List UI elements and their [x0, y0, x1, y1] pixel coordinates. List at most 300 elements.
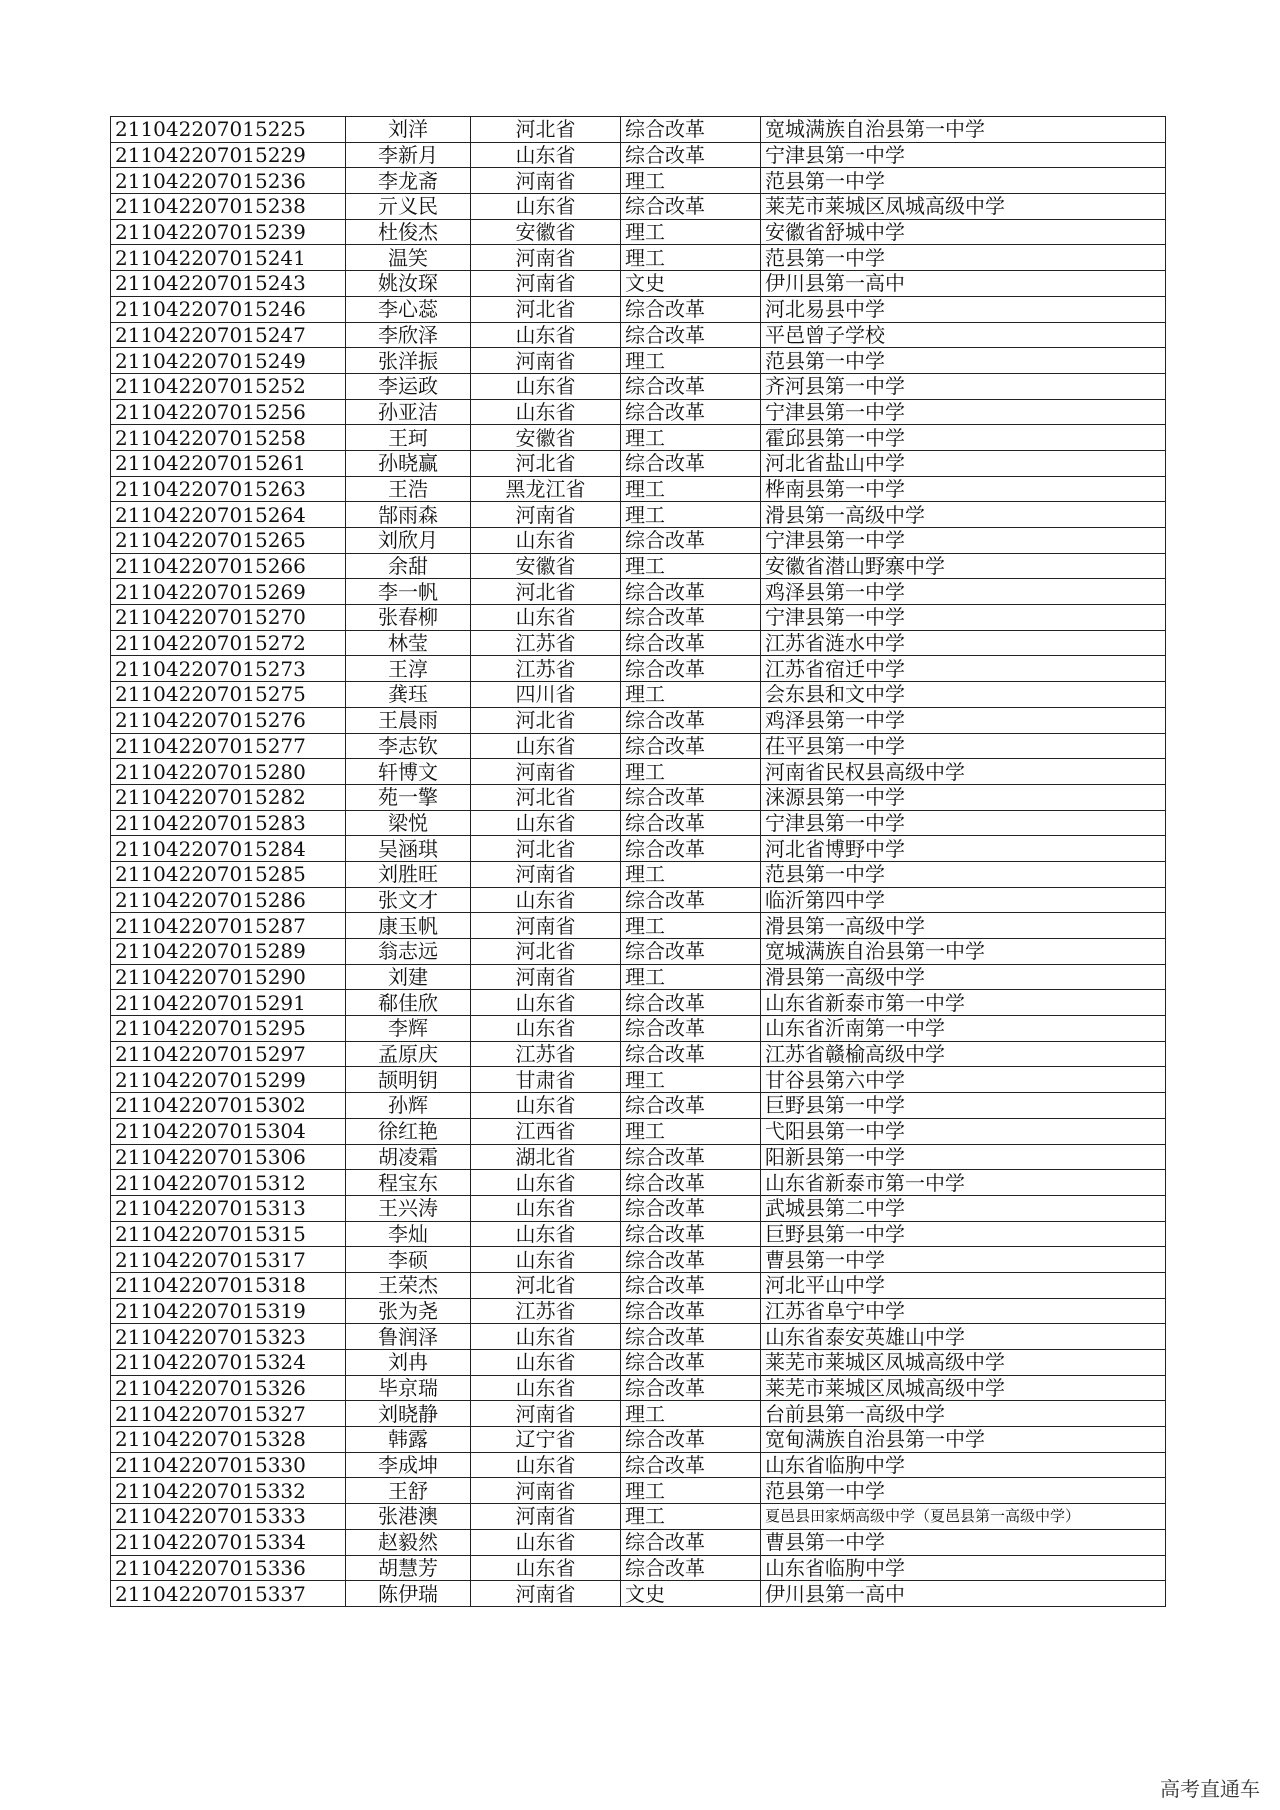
- province-cell: 安徽省: [471, 425, 621, 451]
- subject-category-cell: 理工: [621, 476, 761, 502]
- subject-category-cell: 理工: [621, 425, 761, 451]
- subject-category-cell: 理工: [621, 682, 761, 708]
- subject-category-cell: 综合改革: [621, 1324, 761, 1350]
- subject-category-cell: 综合改革: [621, 1555, 761, 1581]
- table-row: [111, 990, 1166, 1016]
- exam-number-cell: 211042207015323: [111, 1324, 346, 1350]
- subject-category-cell: 综合改革: [621, 605, 761, 631]
- subject-category-cell: 综合改革: [621, 1144, 761, 1170]
- exam-number-cell: 211042207015236: [111, 168, 346, 194]
- school-cell: 莱芜市莱城区凤城高级中学: [761, 1350, 1166, 1376]
- province-cell: 山东省: [471, 1529, 621, 1555]
- subject-category-cell: 综合改革: [621, 194, 761, 220]
- student-name-cell: 颉明钥: [346, 1067, 471, 1093]
- exam-number-cell: 211042207015270: [111, 605, 346, 631]
- school-cell: 莱芜市莱城区凤城高级中学: [761, 1375, 1166, 1401]
- table-row: [111, 219, 1166, 245]
- exam-number-cell: 211042207015284: [111, 836, 346, 862]
- student-name-cell: 林莹: [346, 630, 471, 656]
- subject-category-cell: 综合改革: [621, 733, 761, 759]
- student-name-cell: 程宝东: [346, 1170, 471, 1196]
- subject-category-cell: 综合改革: [621, 887, 761, 913]
- province-cell: 河北省: [471, 579, 621, 605]
- school-cell: 范县第一中学: [761, 861, 1166, 887]
- exam-number-cell: 211042207015252: [111, 373, 346, 399]
- table-row: [111, 682, 1166, 708]
- school-cell: 范县第一中学: [761, 1478, 1166, 1504]
- table-row: [111, 271, 1166, 297]
- student-name-cell: 张洋振: [346, 348, 471, 374]
- table-row: [111, 605, 1166, 631]
- table-row: [111, 1504, 1166, 1530]
- student-name-cell: 王兴涛: [346, 1195, 471, 1221]
- student-name-cell: 刘建: [346, 964, 471, 990]
- province-cell: 山东省: [471, 1350, 621, 1376]
- subject-category-cell: 理工: [621, 245, 761, 271]
- student-name-cell: 王淳: [346, 656, 471, 682]
- subject-category-cell: 理工: [621, 219, 761, 245]
- table-row: [111, 1144, 1166, 1170]
- table-row: [111, 1221, 1166, 1247]
- exam-number-cell: 211042207015261: [111, 450, 346, 476]
- subject-category-cell: 理工: [621, 553, 761, 579]
- exam-number-cell: 211042207015280: [111, 759, 346, 785]
- province-cell: 河南省: [471, 759, 621, 785]
- student-name-cell: 李龙斋: [346, 168, 471, 194]
- table-row: [111, 1195, 1166, 1221]
- exam-number-cell: 211042207015290: [111, 964, 346, 990]
- exam-number-cell: 211042207015229: [111, 142, 346, 168]
- school-cell: 山东省临朐中学: [761, 1555, 1166, 1581]
- student-name-cell: 孙晓赢: [346, 450, 471, 476]
- subject-category-cell: 理工: [621, 1118, 761, 1144]
- exam-number-cell: 211042207015256: [111, 399, 346, 425]
- exam-number-cell: 211042207015304: [111, 1118, 346, 1144]
- province-cell: 河北省: [471, 939, 621, 965]
- school-cell: 鸡泽县第一中学: [761, 579, 1166, 605]
- student-name-cell: 张港澳: [346, 1504, 471, 1530]
- school-cell: 河北省博野中学: [761, 836, 1166, 862]
- table-row: [111, 1478, 1166, 1504]
- province-cell: 山东省: [471, 810, 621, 836]
- school-cell: 阳新县第一中学: [761, 1144, 1166, 1170]
- subject-category-cell: 综合改革: [621, 630, 761, 656]
- table-row: [111, 1093, 1166, 1119]
- table-row: [111, 861, 1166, 887]
- province-cell: 山东省: [471, 142, 621, 168]
- school-cell: 台前县第一高级中学: [761, 1401, 1166, 1427]
- province-cell: 山东省: [471, 733, 621, 759]
- table-row: [111, 348, 1166, 374]
- province-cell: 安徽省: [471, 219, 621, 245]
- student-name-cell: 郜雨森: [346, 502, 471, 528]
- student-name-cell: 张为尧: [346, 1298, 471, 1324]
- table-row: [111, 399, 1166, 425]
- exam-number-cell: 211042207015241: [111, 245, 346, 271]
- table-row: [111, 296, 1166, 322]
- exam-number-cell: 211042207015283: [111, 810, 346, 836]
- school-cell: 河南省民权县高级中学: [761, 759, 1166, 785]
- student-name-cell: 赵毅然: [346, 1529, 471, 1555]
- student-name-cell: 毕京瑞: [346, 1375, 471, 1401]
- student-name-cell: 王荣杰: [346, 1272, 471, 1298]
- table-row: [111, 1401, 1166, 1427]
- table-row: [111, 502, 1166, 528]
- subject-category-cell: 文史: [621, 1581, 761, 1607]
- exam-number-cell: 211042207015264: [111, 502, 346, 528]
- table-row: [111, 1067, 1166, 1093]
- subject-category-cell: 综合改革: [621, 810, 761, 836]
- table-row: [111, 142, 1166, 168]
- exam-number-cell: 211042207015327: [111, 1401, 346, 1427]
- school-cell: 桦南县第一中学: [761, 476, 1166, 502]
- school-cell: 宁津县第一中学: [761, 605, 1166, 631]
- school-cell: 宽甸满族自治县第一中学: [761, 1427, 1166, 1453]
- table-row: [111, 322, 1166, 348]
- school-cell: 滑县第一高级中学: [761, 964, 1166, 990]
- roster-body: [111, 117, 1166, 1607]
- exam-number-cell: 211042207015265: [111, 528, 346, 554]
- student-name-cell: 轩博文: [346, 759, 471, 785]
- table-row: [111, 117, 1166, 143]
- province-cell: 山东省: [471, 1093, 621, 1119]
- subject-category-cell: 综合改革: [621, 1247, 761, 1273]
- exam-number-cell: 211042207015282: [111, 784, 346, 810]
- school-cell: 宁津县第一中学: [761, 528, 1166, 554]
- exam-number-cell: 211042207015247: [111, 322, 346, 348]
- student-name-cell: 吴涵琪: [346, 836, 471, 862]
- table-row: [111, 784, 1166, 810]
- table-row: [111, 194, 1166, 220]
- school-cell: 范县第一中学: [761, 168, 1166, 194]
- school-cell: 江苏省阜宁中学: [761, 1298, 1166, 1324]
- student-name-cell: 翁志远: [346, 939, 471, 965]
- school-cell: 山东省新泰市第一中学: [761, 1170, 1166, 1196]
- exam-number-cell: 211042207015289: [111, 939, 346, 965]
- student-name-cell: 余甜: [346, 553, 471, 579]
- exam-number-cell: 211042207015286: [111, 887, 346, 913]
- province-cell: 河南省: [471, 1504, 621, 1530]
- school-cell: 宽城满族自治县第一中学: [761, 939, 1166, 965]
- subject-category-cell: 综合改革: [621, 836, 761, 862]
- student-name-cell: 陈伊瑞: [346, 1581, 471, 1607]
- exam-number-cell: 211042207015238: [111, 194, 346, 220]
- table-row: [111, 1041, 1166, 1067]
- student-name-cell: 刘洋: [346, 117, 471, 143]
- province-cell: 河南省: [471, 502, 621, 528]
- province-cell: 江苏省: [471, 1298, 621, 1324]
- subject-category-cell: 综合改革: [621, 399, 761, 425]
- subject-category-cell: 综合改革: [621, 1375, 761, 1401]
- exam-number-cell: 211042207015299: [111, 1067, 346, 1093]
- school-cell: 会东县和文中学: [761, 682, 1166, 708]
- student-name-cell: 刘冉: [346, 1350, 471, 1376]
- subject-category-cell: 理工: [621, 913, 761, 939]
- school-cell: 山东省沂南第一中学: [761, 1016, 1166, 1042]
- table-row: [111, 939, 1166, 965]
- table-row: [111, 707, 1166, 733]
- province-cell: 山东省: [471, 194, 621, 220]
- subject-category-cell: 综合改革: [621, 450, 761, 476]
- province-cell: 山东省: [471, 1170, 621, 1196]
- student-name-cell: 孟原庆: [346, 1041, 471, 1067]
- table-row: [111, 630, 1166, 656]
- province-cell: 湖北省: [471, 1144, 621, 1170]
- school-cell: 涞源县第一中学: [761, 784, 1166, 810]
- province-cell: 山东省: [471, 322, 621, 348]
- subject-category-cell: 理工: [621, 1504, 761, 1530]
- school-cell: 夏邑县田家炳高级中学（夏邑县第一高级中学）: [761, 1504, 1166, 1530]
- subject-category-cell: 理工: [621, 861, 761, 887]
- school-cell: 甘谷县第六中学: [761, 1067, 1166, 1093]
- table-row: [111, 1298, 1166, 1324]
- province-cell: 山东省: [471, 887, 621, 913]
- student-name-cell: 张文才: [346, 887, 471, 913]
- exam-number-cell: 211042207015334: [111, 1529, 346, 1555]
- subject-category-cell: 综合改革: [621, 1452, 761, 1478]
- school-cell: 弋阳县第一中学: [761, 1118, 1166, 1144]
- province-cell: 江苏省: [471, 630, 621, 656]
- table-row: [111, 528, 1166, 554]
- province-cell: 河南省: [471, 964, 621, 990]
- table-row: [111, 1350, 1166, 1376]
- exam-number-cell: 211042207015313: [111, 1195, 346, 1221]
- student-name-cell: 李心蕊: [346, 296, 471, 322]
- exam-number-cell: 211042207015297: [111, 1041, 346, 1067]
- table-row: [111, 579, 1166, 605]
- subject-category-cell: 综合改革: [621, 1298, 761, 1324]
- subject-category-cell: 理工: [621, 1478, 761, 1504]
- exam-number-cell: 211042207015272: [111, 630, 346, 656]
- student-name-cell: 李运政: [346, 373, 471, 399]
- subject-category-cell: 综合改革: [621, 784, 761, 810]
- subject-category-cell: 综合改革: [621, 656, 761, 682]
- student-name-cell: 亓义民: [346, 194, 471, 220]
- province-cell: 江苏省: [471, 656, 621, 682]
- exam-number-cell: 211042207015275: [111, 682, 346, 708]
- exam-number-cell: 211042207015277: [111, 733, 346, 759]
- student-name-cell: 苑一擎: [346, 784, 471, 810]
- school-cell: 宁津县第一中学: [761, 142, 1166, 168]
- exam-number-cell: 211042207015258: [111, 425, 346, 451]
- table-row: [111, 1529, 1166, 1555]
- subject-category-cell: 理工: [621, 348, 761, 374]
- school-cell: 山东省泰安英雄山中学: [761, 1324, 1166, 1350]
- subject-category-cell: 综合改革: [621, 579, 761, 605]
- exam-number-cell: 211042207015225: [111, 117, 346, 143]
- exam-number-cell: 211042207015249: [111, 348, 346, 374]
- table-row: [111, 759, 1166, 785]
- province-cell: 河南省: [471, 271, 621, 297]
- table-row: [111, 1324, 1166, 1350]
- admission-roster-table: [110, 116, 1166, 1607]
- province-cell: 四川省: [471, 682, 621, 708]
- province-cell: 河南省: [471, 913, 621, 939]
- subject-category-cell: 综合改革: [621, 296, 761, 322]
- school-cell: 江苏省赣榆高级中学: [761, 1041, 1166, 1067]
- subject-category-cell: 综合改革: [621, 1195, 761, 1221]
- province-cell: 河南省: [471, 861, 621, 887]
- school-cell: 茌平县第一中学: [761, 733, 1166, 759]
- student-name-cell: 孙亚洁: [346, 399, 471, 425]
- province-cell: 河北省: [471, 1272, 621, 1298]
- province-cell: 山东省: [471, 1221, 621, 1247]
- subject-category-cell: 综合改革: [621, 1016, 761, 1042]
- school-cell: 巨野县第一中学: [761, 1221, 1166, 1247]
- student-name-cell: 李辉: [346, 1016, 471, 1042]
- province-cell: 山东省: [471, 399, 621, 425]
- province-cell: 山东省: [471, 1016, 621, 1042]
- exam-number-cell: 211042207015332: [111, 1478, 346, 1504]
- exam-number-cell: 211042207015266: [111, 553, 346, 579]
- province-cell: 黑龙江省: [471, 476, 621, 502]
- province-cell: 河北省: [471, 784, 621, 810]
- province-cell: 山东省: [471, 605, 621, 631]
- student-name-cell: 王晨雨: [346, 707, 471, 733]
- student-name-cell: 刘欣月: [346, 528, 471, 554]
- table-row: [111, 964, 1166, 990]
- subject-category-cell: 理工: [621, 1067, 761, 1093]
- school-cell: 莱芜市莱城区凤城高级中学: [761, 194, 1166, 220]
- exam-number-cell: 211042207015276: [111, 707, 346, 733]
- subject-category-cell: 综合改革: [621, 707, 761, 733]
- student-name-cell: 李灿: [346, 1221, 471, 1247]
- school-cell: 安徽省舒城中学: [761, 219, 1166, 245]
- exam-number-cell: 211042207015246: [111, 296, 346, 322]
- exam-number-cell: 211042207015312: [111, 1170, 346, 1196]
- subject-category-cell: 综合改革: [621, 939, 761, 965]
- school-cell: 巨野县第一中学: [761, 1093, 1166, 1119]
- province-cell: 河北省: [471, 707, 621, 733]
- province-cell: 山东省: [471, 1452, 621, 1478]
- subject-category-cell: 综合改革: [621, 1427, 761, 1453]
- province-cell: 河南省: [471, 1478, 621, 1504]
- province-cell: 江苏省: [471, 1041, 621, 1067]
- subject-category-cell: 综合改革: [621, 117, 761, 143]
- school-cell: 伊川县第一高中: [761, 271, 1166, 297]
- student-name-cell: 王珂: [346, 425, 471, 451]
- table-row: [111, 168, 1166, 194]
- student-name-cell: 李硕: [346, 1247, 471, 1273]
- exam-number-cell: 211042207015243: [111, 271, 346, 297]
- school-cell: 宽城满族自治县第一中学: [761, 117, 1166, 143]
- school-cell: 滑县第一高级中学: [761, 913, 1166, 939]
- student-name-cell: 王舒: [346, 1478, 471, 1504]
- exam-number-cell: 211042207015315: [111, 1221, 346, 1247]
- school-cell: 河北省盐山中学: [761, 450, 1166, 476]
- exam-number-cell: 211042207015326: [111, 1375, 346, 1401]
- province-cell: 河北省: [471, 296, 621, 322]
- exam-number-cell: 211042207015287: [111, 913, 346, 939]
- province-cell: 河南省: [471, 245, 621, 271]
- table-row: [111, 836, 1166, 862]
- exam-number-cell: 211042207015319: [111, 1298, 346, 1324]
- subject-category-cell: 综合改革: [621, 373, 761, 399]
- province-cell: 山东省: [471, 990, 621, 1016]
- subject-category-cell: 理工: [621, 168, 761, 194]
- subject-category-cell: 综合改革: [621, 142, 761, 168]
- table-row: [111, 1452, 1166, 1478]
- province-cell: 河南省: [471, 1401, 621, 1427]
- student-name-cell: 温笑: [346, 245, 471, 271]
- province-cell: 甘肃省: [471, 1067, 621, 1093]
- subject-category-cell: 理工: [621, 964, 761, 990]
- province-cell: 辽宁省: [471, 1427, 621, 1453]
- student-name-cell: 康玉帆: [346, 913, 471, 939]
- province-cell: 山东省: [471, 1195, 621, 1221]
- exam-number-cell: 211042207015306: [111, 1144, 346, 1170]
- student-name-cell: 龚珏: [346, 682, 471, 708]
- table-row: [111, 553, 1166, 579]
- table-row: [111, 1247, 1166, 1273]
- subject-category-cell: 综合改革: [621, 528, 761, 554]
- school-cell: 曹县第一中学: [761, 1529, 1166, 1555]
- school-cell: 范县第一中学: [761, 348, 1166, 374]
- school-cell: 滑县第一高级中学: [761, 502, 1166, 528]
- exam-number-cell: 211042207015336: [111, 1555, 346, 1581]
- exam-number-cell: 211042207015273: [111, 656, 346, 682]
- province-cell: 山东省: [471, 528, 621, 554]
- table-row: [111, 1118, 1166, 1144]
- subject-category-cell: 理工: [621, 502, 761, 528]
- province-cell: 河南省: [471, 168, 621, 194]
- table-row: [111, 1170, 1166, 1196]
- subject-category-cell: 综合改革: [621, 1041, 761, 1067]
- student-name-cell: 张春柳: [346, 605, 471, 631]
- province-cell: 山东省: [471, 1324, 621, 1350]
- student-name-cell: 刘晓静: [346, 1401, 471, 1427]
- exam-number-cell: 211042207015330: [111, 1452, 346, 1478]
- exam-number-cell: 211042207015328: [111, 1427, 346, 1453]
- school-cell: 霍邱县第一中学: [761, 425, 1166, 451]
- table-row: [111, 913, 1166, 939]
- student-name-cell: 李志钦: [346, 733, 471, 759]
- student-name-cell: 徐红艳: [346, 1118, 471, 1144]
- exam-number-cell: 211042207015302: [111, 1093, 346, 1119]
- school-cell: 临沂第四中学: [761, 887, 1166, 913]
- subject-category-cell: 综合改革: [621, 1170, 761, 1196]
- school-cell: 江苏省涟水中学: [761, 630, 1166, 656]
- exam-number-cell: 211042207015318: [111, 1272, 346, 1298]
- student-name-cell: 李新月: [346, 142, 471, 168]
- province-cell: 安徽省: [471, 553, 621, 579]
- province-cell: 河北省: [471, 117, 621, 143]
- table-row: [111, 1427, 1166, 1453]
- school-cell: 鸡泽县第一中学: [761, 707, 1166, 733]
- school-cell: 安徽省潜山野寨中学: [761, 553, 1166, 579]
- school-cell: 山东省新泰市第一中学: [761, 990, 1166, 1016]
- province-cell: 山东省: [471, 1555, 621, 1581]
- province-cell: 河南省: [471, 348, 621, 374]
- student-name-cell: 姚汝琛: [346, 271, 471, 297]
- student-name-cell: 梁悦: [346, 810, 471, 836]
- province-cell: 江西省: [471, 1118, 621, 1144]
- province-cell: 山东省: [471, 1247, 621, 1273]
- subject-category-cell: 综合改革: [621, 1093, 761, 1119]
- school-cell: 江苏省宿迁中学: [761, 656, 1166, 682]
- student-name-cell: 孙辉: [346, 1093, 471, 1119]
- subject-category-cell: 综合改革: [621, 990, 761, 1016]
- table-row: [111, 450, 1166, 476]
- school-cell: 河北易县中学: [761, 296, 1166, 322]
- subject-category-cell: 综合改革: [621, 1272, 761, 1298]
- school-cell: 河北平山中学: [761, 1272, 1166, 1298]
- table-row: [111, 810, 1166, 836]
- table-row: [111, 1555, 1166, 1581]
- school-cell: 伊川县第一高中: [761, 1581, 1166, 1607]
- school-cell: 宁津县第一中学: [761, 399, 1166, 425]
- subject-category-cell: 理工: [621, 1401, 761, 1427]
